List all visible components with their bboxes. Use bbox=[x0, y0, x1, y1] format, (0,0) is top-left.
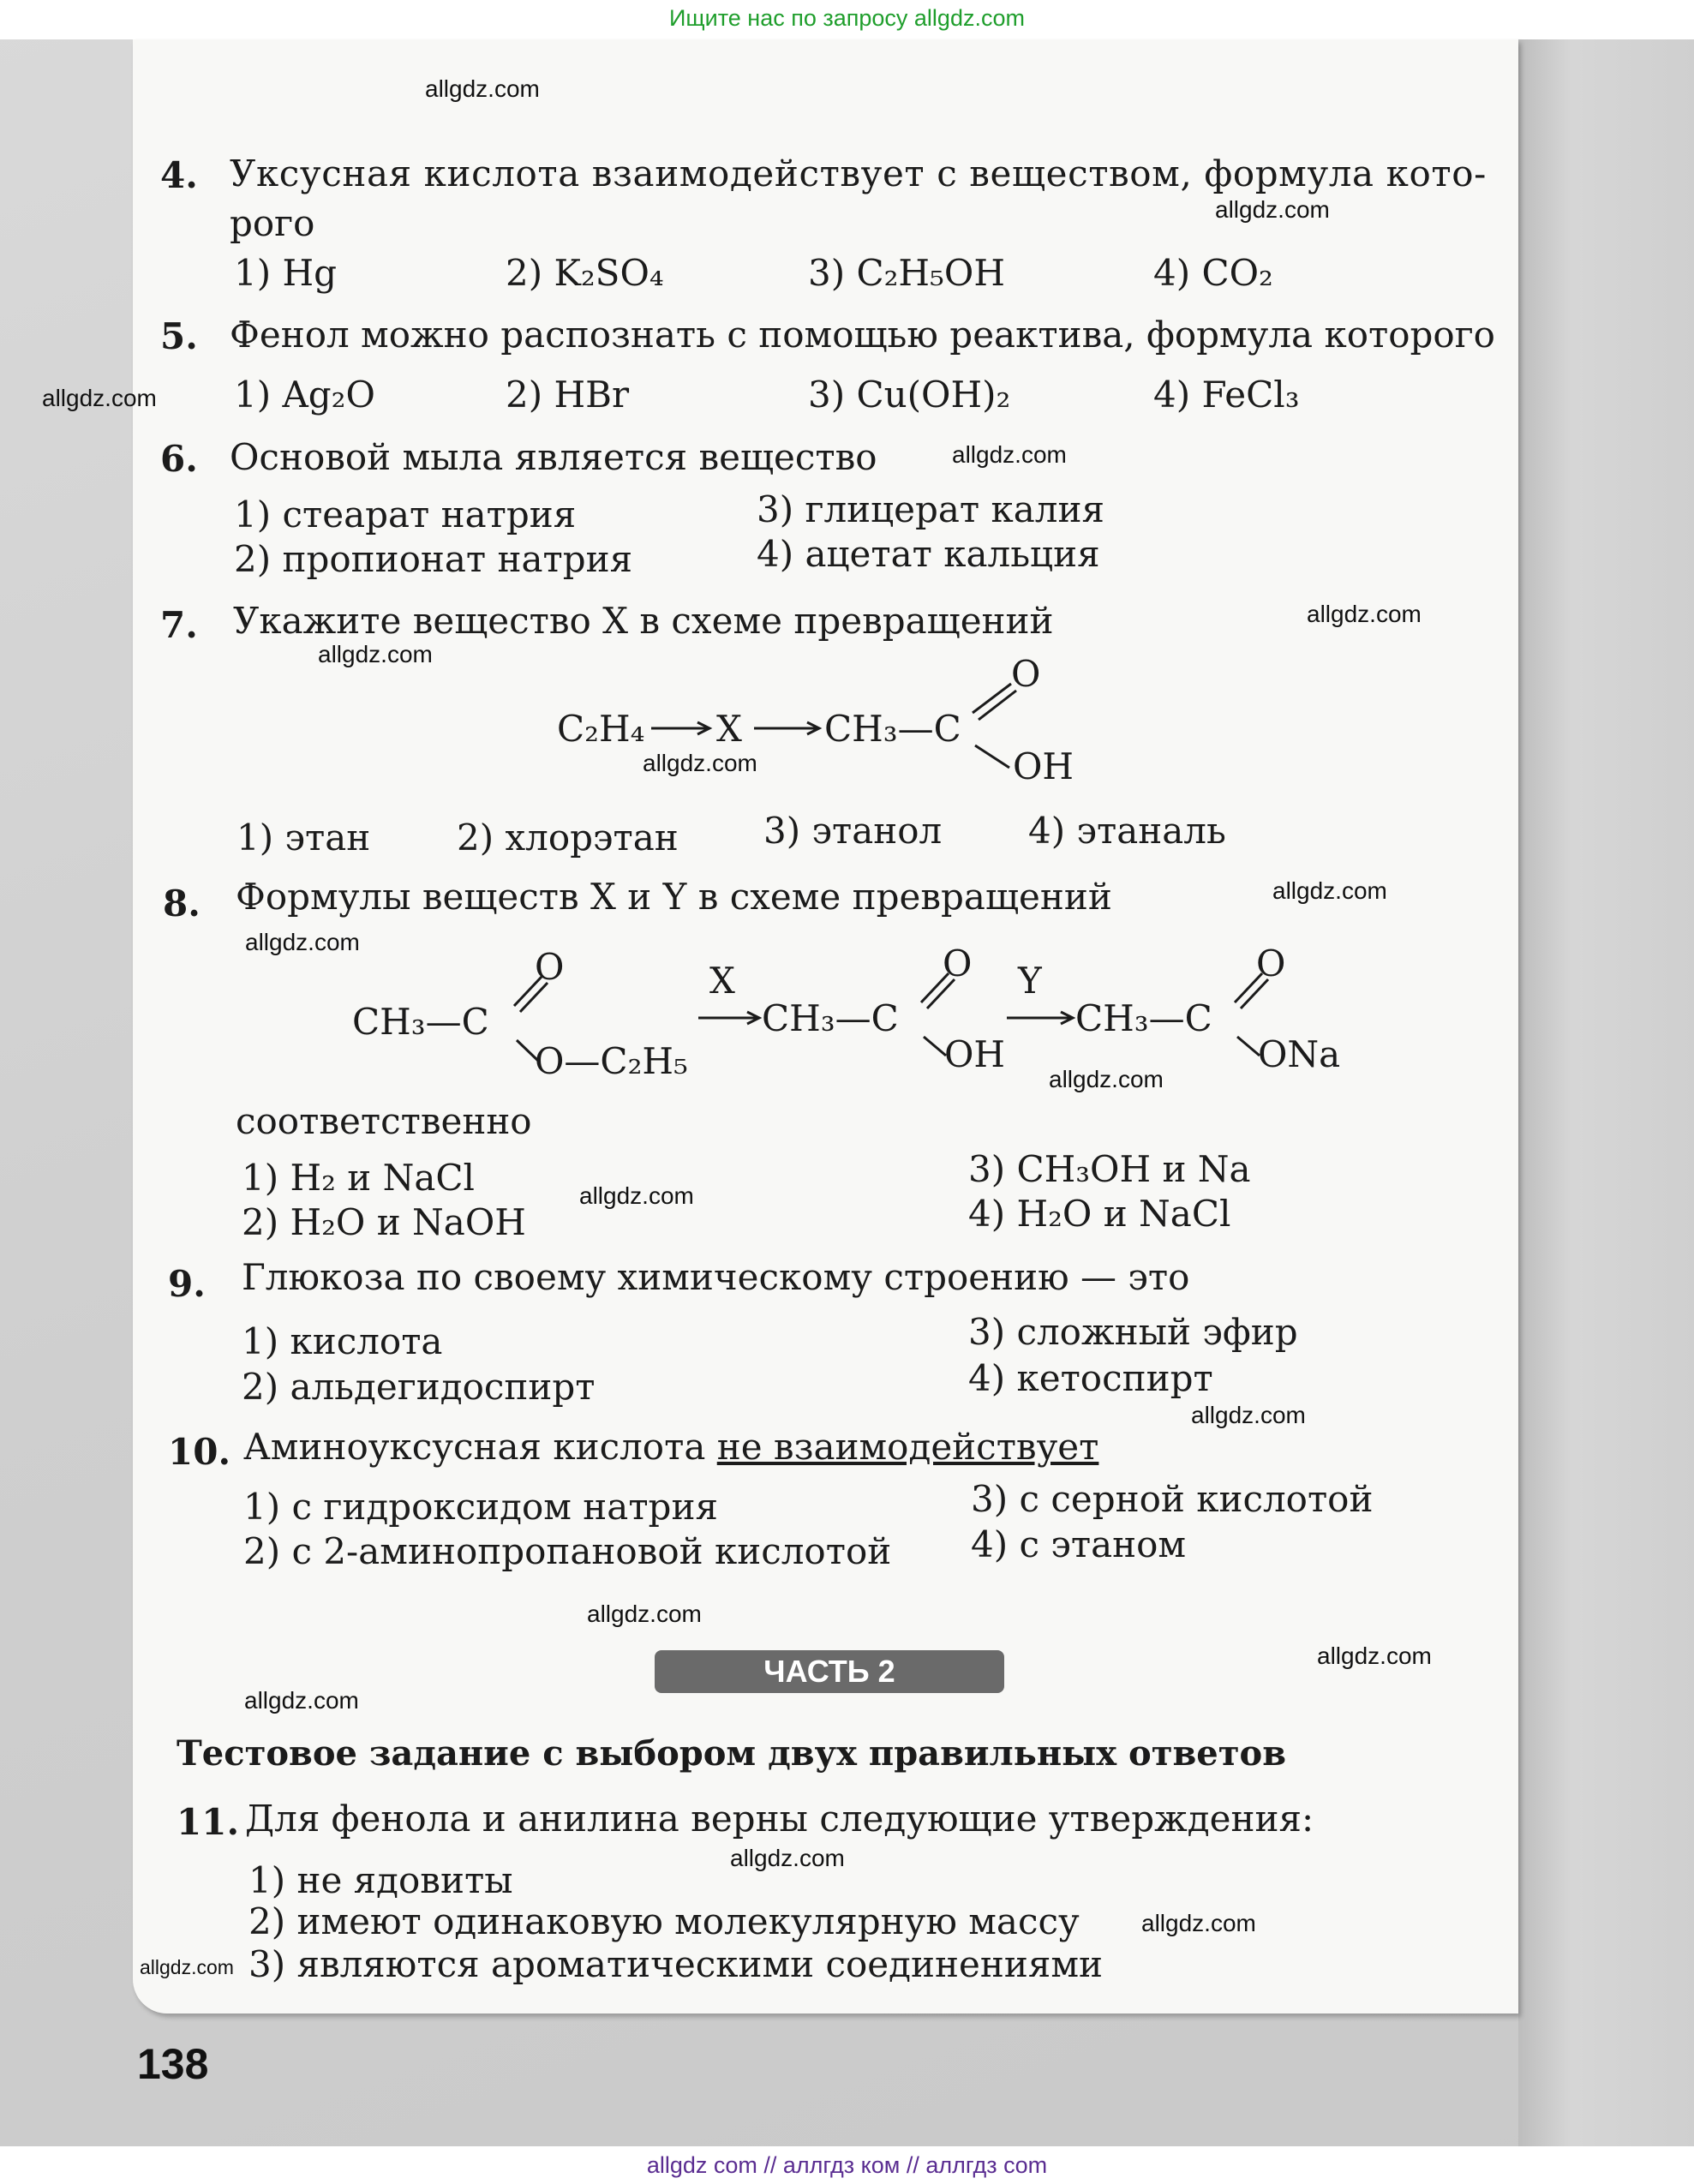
question-5-number: 5. bbox=[160, 315, 198, 357]
question-11-text: Для фенола и анилина верны следующие утверждения: bbox=[245, 1798, 1314, 1840]
question-7-text: Укажите вещество X в схеме превращений bbox=[233, 600, 1054, 642]
q4-option-1: 1) Hg bbox=[234, 252, 337, 294]
q8-acid-double-b bbox=[927, 979, 955, 1008]
q6-option-2: 2) пропионат натрия bbox=[234, 538, 633, 580]
q10-option-2: 2) с 2-аминопропановой кислотой bbox=[243, 1530, 892, 1572]
q8-acid-o: O bbox=[943, 942, 973, 984]
question-10-text-underlined: не взаимодействует bbox=[716, 1426, 1099, 1468]
q8-salt-ona: ONa bbox=[1258, 1033, 1341, 1075]
q5-option-3: 3) Cu(OH)₂ bbox=[808, 374, 1011, 416]
question-9-text: Глюкоза по своему химическому строению — это bbox=[242, 1256, 1190, 1298]
watermark: allgdz.com bbox=[1141, 1910, 1256, 1936]
q9-option-1: 1) кислота bbox=[242, 1320, 443, 1362]
watermark: allgdz.com bbox=[1191, 1402, 1306, 1428]
q10-option-3: 3) с серной кислотой bbox=[971, 1478, 1374, 1520]
q8-option-4: 4) H₂O и NaCl bbox=[968, 1193, 1231, 1235]
question-5-text: Фенол можно распознать с помощью реактива, формула которого bbox=[230, 314, 1495, 356]
q8-y-label: Y bbox=[1018, 960, 1042, 1002]
q7-oh: OH bbox=[1013, 745, 1074, 787]
footer-text: allgdz com // аллгдз ком // аллгдз com bbox=[646, 2152, 1048, 2178]
q8-ester-single bbox=[517, 1040, 538, 1061]
watermark: allgdz.com bbox=[244, 1687, 359, 1714]
watermark: allgdz.com bbox=[1317, 1642, 1432, 1669]
q9-option-3: 3) сложный эфир bbox=[968, 1311, 1298, 1353]
question-9-number: 9. bbox=[168, 1263, 206, 1305]
question-11-number: 11. bbox=[177, 1801, 240, 1843]
q7-option-2: 2) хлорэтан bbox=[457, 817, 679, 859]
q7-option-4: 4) этаналь bbox=[1028, 810, 1226, 852]
q7-single-bond bbox=[975, 745, 1009, 768]
watermark: allgdz.com bbox=[587, 1601, 702, 1627]
q9-option-4: 4) кетоспирт bbox=[968, 1357, 1213, 1399]
q8-salt-o: O bbox=[1256, 942, 1286, 984]
question-7-number: 7. bbox=[160, 604, 198, 646]
q9-option-2: 2) альдегидоспирт bbox=[242, 1366, 596, 1408]
watermark: allgdz.com bbox=[643, 750, 757, 776]
q6-option-4: 4) ацетат кальция bbox=[757, 533, 1100, 575]
q10-option-1: 1) с гидроксидом натрия bbox=[243, 1486, 718, 1528]
watermark: allgdz.com bbox=[730, 1845, 845, 1871]
q5-option-2: 2) HBr bbox=[506, 374, 630, 416]
q8-ester: CH₃—C bbox=[352, 1001, 489, 1043]
question-8-text-after: соответственно bbox=[236, 1100, 532, 1142]
q8-salt-single bbox=[1237, 1037, 1260, 1056]
question-8-number: 8. bbox=[163, 883, 201, 924]
q8-ester-o: O bbox=[535, 946, 565, 988]
question-10-text-main: Аминоуксусная кислота bbox=[243, 1426, 717, 1468]
question-8-text: Формулы веществ X и Y в схеме превращений bbox=[236, 876, 1112, 918]
question-6-number: 6. bbox=[160, 438, 198, 480]
q4-option-2: 2) K₂SO₄ bbox=[506, 252, 664, 294]
part-2-heading: Тестовое задание с выбором двух правильных ответов bbox=[177, 1733, 1286, 1774]
q8-salt-double-b bbox=[1241, 979, 1268, 1008]
q8-acid-oh: OH bbox=[944, 1033, 1006, 1075]
q5-option-4: 4) FeCl₃ bbox=[1153, 374, 1300, 416]
q8-salt-double-a bbox=[1235, 973, 1262, 1002]
q8-acid: CH₃—C bbox=[762, 997, 899, 1039]
question-6-text: Основой мыла является вещество bbox=[230, 436, 877, 478]
watermark: allgdz.com bbox=[140, 1956, 234, 1978]
q10-option-4: 4) с этаном bbox=[971, 1523, 1187, 1565]
watermark: allgdz.com bbox=[1272, 877, 1387, 904]
q8-option-1: 1) H₂ и NaCl bbox=[242, 1157, 475, 1199]
watermark: allgdz.com bbox=[1215, 196, 1330, 223]
watermark: allgdz.com bbox=[425, 75, 540, 102]
part-2-banner: ЧАСТЬ 2 bbox=[655, 1650, 1004, 1693]
watermark: allgdz.com bbox=[42, 385, 157, 411]
watermark: allgdz.com bbox=[245, 929, 360, 955]
q8-option-3: 3) CH₃OH и Na bbox=[968, 1148, 1251, 1190]
q7-product: CH₃—C bbox=[824, 708, 961, 750]
page-number: 138 bbox=[137, 2040, 209, 2088]
watermark: allgdz.com bbox=[579, 1182, 694, 1209]
q8-ester-double-b bbox=[520, 983, 548, 1012]
q7-option-3: 3) этанол bbox=[763, 810, 943, 852]
q6-option-1: 1) стеарат натрия bbox=[234, 494, 577, 536]
top-banner-text: Ищите нас по запросу allgdz.com bbox=[669, 5, 1025, 31]
footer-banner bbox=[0, 2146, 1694, 2184]
watermark: allgdz.com bbox=[1307, 601, 1422, 627]
q5-option-1: 1) Ag₂O bbox=[234, 374, 375, 416]
question-10-number: 10. bbox=[168, 1431, 231, 1473]
q8-salt: CH₃—C bbox=[1075, 997, 1212, 1039]
q11-option-3: 3) являются ароматическими соединениями bbox=[248, 1943, 1104, 1985]
q6-option-3: 3) глицерат калия bbox=[757, 488, 1104, 530]
q8-ester-double-a bbox=[514, 977, 542, 1006]
q11-option-2: 2) имеют одинаковую молекулярную массу bbox=[248, 1900, 1080, 1942]
q7-start: C₂H₄ bbox=[557, 708, 645, 750]
q4-option-4: 4) CO₂ bbox=[1153, 252, 1273, 294]
q7-x: X bbox=[716, 708, 742, 750]
q7-o: O bbox=[1011, 653, 1041, 695]
q8-option-2: 2) H₂O и NaOH bbox=[242, 1201, 526, 1243]
question-4-text: Уксусная кислота взаимодействует с веществом, формула кото- bbox=[230, 153, 1487, 194]
q11-option-1: 1) не ядовиты bbox=[248, 1859, 513, 1901]
q7-option-1: 1) этан bbox=[236, 817, 371, 859]
q8-acid-single bbox=[924, 1037, 946, 1056]
question-4-number: 4. bbox=[160, 154, 198, 196]
watermark: allgdz.com bbox=[1049, 1066, 1164, 1092]
question-4-text-cont: рого bbox=[230, 202, 315, 244]
q4-option-3: 3) C₂H₅OH bbox=[808, 252, 1005, 294]
watermark: allgdz.com bbox=[952, 441, 1067, 468]
watermark: allgdz.com bbox=[318, 641, 433, 667]
q8-acid-double-a bbox=[921, 973, 949, 1002]
q8-x-label: X bbox=[709, 960, 735, 1002]
q8-ester-oet: O—C₂H₅ bbox=[535, 1040, 688, 1082]
